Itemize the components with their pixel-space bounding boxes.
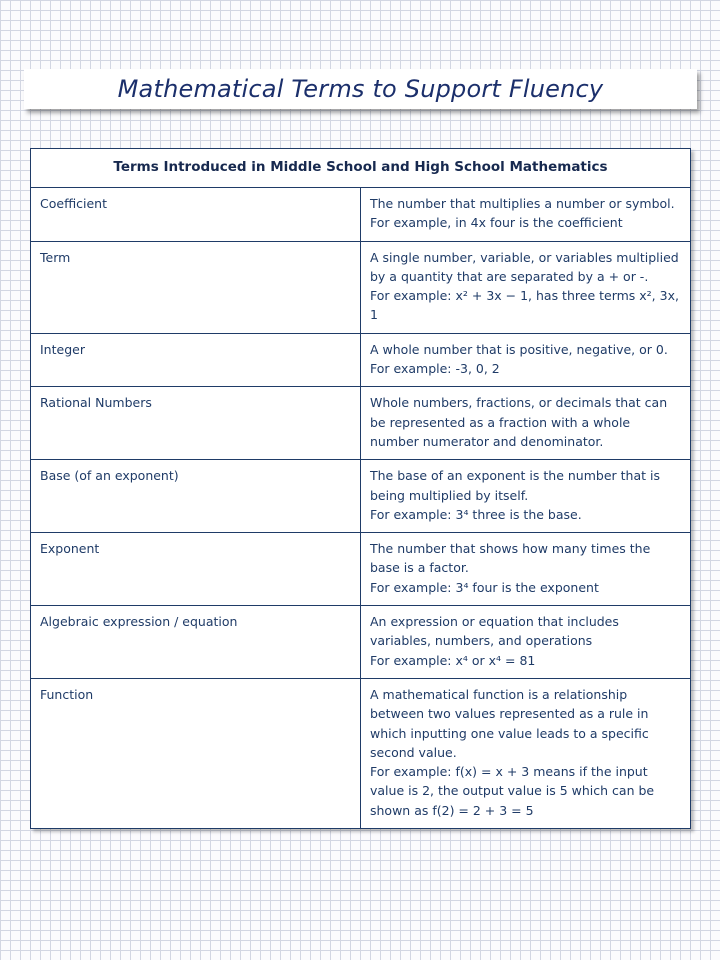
- definition-line: The number that shows how many times the base is a factor.: [370, 541, 651, 576]
- table-row-algebraic-expression: [31, 606, 691, 679]
- term-definition: [361, 333, 691, 387]
- term-name: Base (of an exponent): [31, 460, 361, 533]
- term-definition: [361, 533, 691, 606]
- definition-line: The number that multiplies a number or symbol.: [370, 196, 675, 211]
- definition-line: An expression or equation that includes variables, numbers, and operations: [370, 614, 619, 649]
- table-row-rational-numbers: [31, 387, 691, 460]
- example-line: For example, in 4x four is the coefficient: [370, 215, 623, 231]
- example-line: For example: x² + 3x − 1, has three terms x², 3x, 1: [370, 288, 679, 323]
- term-definition: [361, 460, 691, 533]
- table-row-base: [31, 460, 691, 533]
- example-line: For example: -3, 0, 2: [370, 361, 500, 377]
- term-definition: [361, 678, 691, 828]
- definition-line: A single number, variable, or variables multiplied by a quantity that are separated by a + or -.: [370, 249, 679, 284]
- terms-table: [30, 148, 691, 829]
- example-line: For example: f(x) = x + 3 means if the input value is 2, the output value is 5 which can be shown as f(2) = 2 + 3 = 5: [370, 764, 655, 818]
- term-definition: [361, 241, 691, 333]
- term-name: Integer: [31, 333, 361, 387]
- example-line: For example: 3⁴ four is the exponent: [370, 579, 599, 595]
- term-name: Rational Numbers: [31, 387, 361, 460]
- term-definition: [361, 387, 691, 460]
- term-name: Exponent: [31, 533, 361, 606]
- definition-line: Whole numbers, fractions, or decimals that can be represented as a fraction with a whole number numerator and denominator.: [370, 395, 668, 449]
- table-row-exponent: [31, 533, 691, 606]
- term-name: Coefficient: [31, 188, 361, 242]
- term-name: Term: [31, 241, 361, 333]
- table-row-integer: [31, 333, 691, 387]
- table-header-row: [31, 149, 691, 188]
- term-definition: [361, 606, 691, 679]
- table-row-coefficient: [31, 188, 691, 242]
- term-definition: [361, 188, 691, 242]
- definition-line: A mathematical function is a relationship between two values represented as a rule in which inputting one value leads to a specific second value.: [370, 686, 649, 760]
- table-header: Terms Introduced in Middle School and High School Mathematics: [31, 149, 691, 188]
- example-line: For example: x⁴ or x⁴ = 81: [370, 652, 536, 668]
- page-title: Mathematical Terms to Support Fluency: [117, 75, 604, 103]
- term-name: Algebraic expression / equation: [31, 606, 361, 679]
- term-name: Function: [31, 678, 361, 828]
- definition-line: The base of an exponent is the number that is being multiplied by itself.: [370, 468, 660, 503]
- definition-line: A whole number that is positive, negative, or 0.: [370, 341, 668, 357]
- example-line: For example: 3⁴ three is the base.: [370, 506, 582, 522]
- table-row-term: [31, 241, 691, 333]
- title-banner: [24, 69, 697, 109]
- table-row-function: [31, 678, 691, 828]
